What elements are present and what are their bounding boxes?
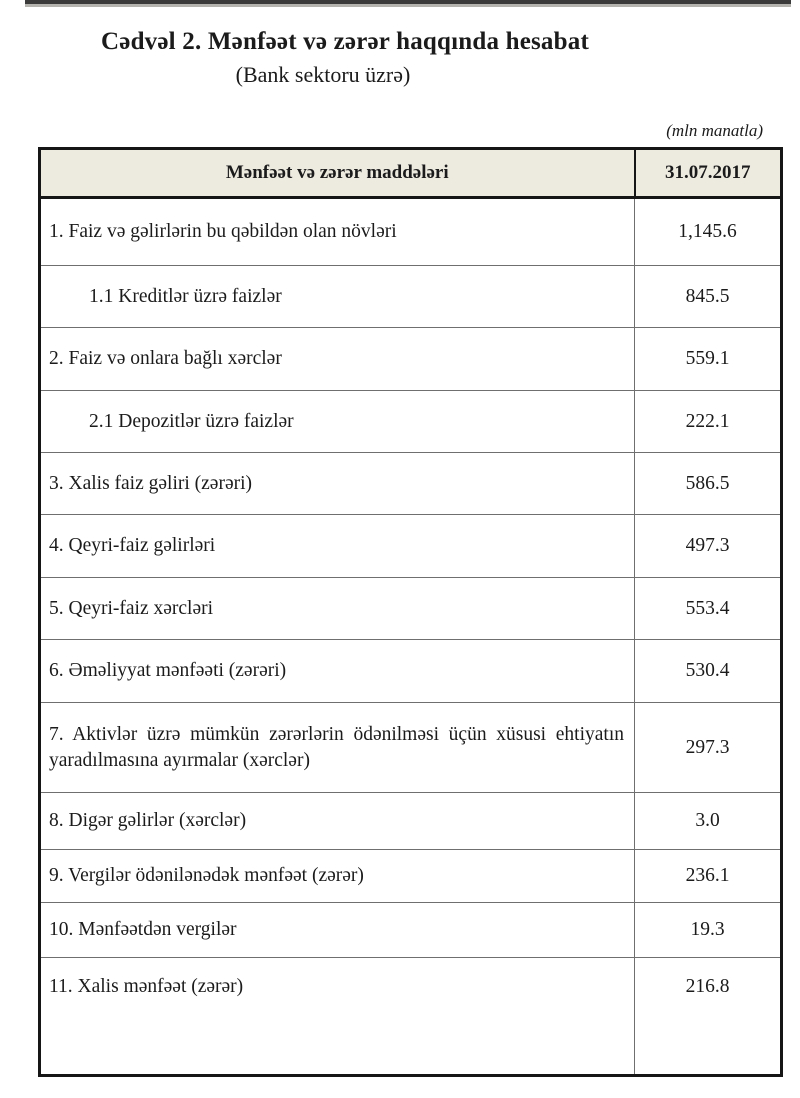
row-label: 5. Qeyri-faiz xərcləri <box>40 578 635 640</box>
column-header-date: 31.07.2017 <box>635 149 782 198</box>
row-value: 845.5 <box>635 266 782 328</box>
table-body <box>40 198 782 1076</box>
row-value: 236.1 <box>635 850 782 903</box>
table-row <box>40 391 782 453</box>
row-label: 4. Qeyri-faiz gəlirləri <box>40 515 635 578</box>
table-row <box>40 578 782 640</box>
page-subtitle: (Bank sektoru üzrə) <box>235 62 411 87</box>
row-label: 6. Əməliyyat mənfəəti (zərəri) <box>40 640 635 703</box>
column-header-items: Mənfəət və zərər maddələri <box>40 149 635 198</box>
row-label: 3. Xalis faiz gəliri (zərəri) <box>40 453 635 515</box>
row-label: 1. Faiz və gəlirlərin bu qəbildən olan növləri <box>40 198 635 266</box>
row-label: 1.1 Kreditlər üzrə faizlər <box>40 266 635 328</box>
table-row <box>40 266 782 328</box>
row-value: 530.4 <box>635 640 782 703</box>
row-value: 553.4 <box>635 578 782 640</box>
table-row <box>40 903 782 958</box>
table-row <box>40 198 782 266</box>
row-label: 10. Mənfəətdən vergilər <box>40 903 635 958</box>
row-value: 216.8 <box>635 958 782 1076</box>
row-value: 586.5 <box>635 453 782 515</box>
profit-loss-table <box>38 147 783 1077</box>
unit-note: (mln manatla) <box>666 121 763 140</box>
row-value: 19.3 <box>635 903 782 958</box>
row-label: 8. Digər gəlirlər (xərclər) <box>40 793 635 850</box>
row-value: 497.3 <box>635 515 782 578</box>
row-label: 7. Aktivlər üzrə mümkün zərərlərin ödənilməsi üçün xüsusi ehtiyatın yaradılmasına ayırmalar (xərclər) <box>40 703 635 793</box>
row-value: 3.0 <box>635 793 782 850</box>
row-value: 222.1 <box>635 391 782 453</box>
row-label: 11. Xalis mənfəət (zərər) <box>40 958 635 1076</box>
top-divider <box>25 0 791 7</box>
page-title: Cədvəl 2. Mənfəət və zərər haqqında hesabat <box>101 27 589 55</box>
table-row <box>40 793 782 850</box>
table-row <box>40 328 782 391</box>
table-row <box>40 515 782 578</box>
table-row <box>40 703 782 793</box>
row-label: 9. Vergilər ödənilənədək mənfəət (zərər) <box>40 850 635 903</box>
row-value: 1,145.6 <box>635 198 782 266</box>
row-value: 297.3 <box>635 703 782 793</box>
row-label: 2. Faiz və onlara bağlı xərclər <box>40 328 635 391</box>
row-label: 2.1 Depozitlər üzrə faizlər <box>40 391 635 453</box>
row-value: 559.1 <box>635 328 782 391</box>
table-header-row <box>40 149 782 198</box>
table-row <box>40 850 782 903</box>
table-row <box>40 958 782 1076</box>
table-row <box>40 453 782 515</box>
table-row <box>40 640 782 703</box>
